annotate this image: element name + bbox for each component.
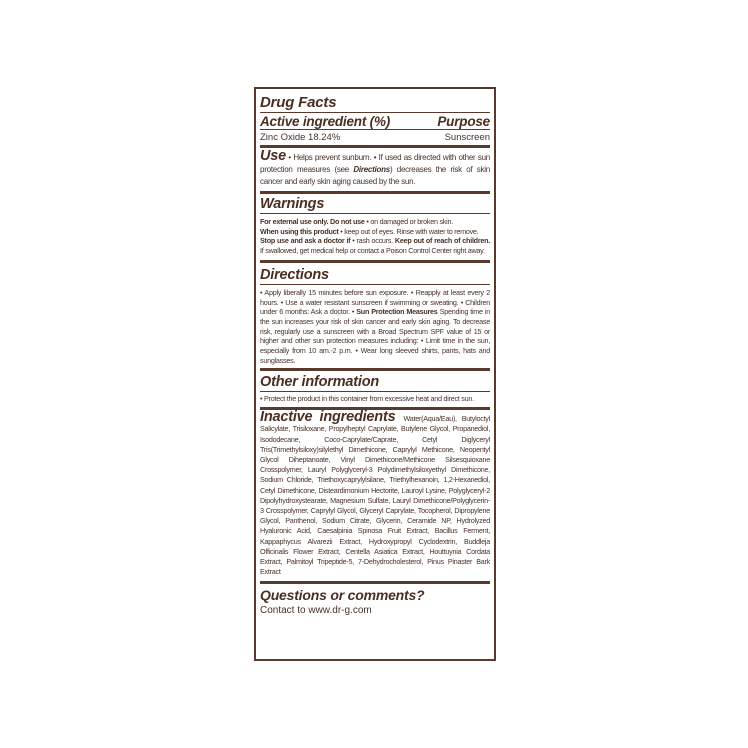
other-information-section bbox=[260, 371, 490, 410]
purpose-value: Sunscreen bbox=[444, 132, 490, 143]
use-section bbox=[260, 148, 490, 194]
directions-part1: • Apply liberally 15 minutes before sun exposure. • Reapply at least every 2 hours. • Use a water resistant sunscreen if swimming or sweating. • Children under 6 months: Ask a doctor. • bbox=[260, 287, 490, 317]
warnings-text bbox=[260, 217, 490, 256]
warnings-when-bold: When using this product bbox=[260, 226, 339, 236]
use-directions-ref: Directions bbox=[353, 165, 390, 174]
use-part2: ) decreases the risk of skin cancer and early skin aging caused by the sun. bbox=[260, 165, 490, 186]
active-ingredient: Zinc Oxide 18.24% bbox=[260, 132, 341, 143]
warnings-external-bold: For external use only. Do not use bbox=[260, 217, 365, 226]
other-information-text: • Protect the product in this container from excessive heat and direct sun. bbox=[260, 394, 474, 404]
directions-spm-bold: Sun Protection Measures bbox=[356, 307, 438, 317]
active-ingredient-header: Active ingredient (%) bbox=[260, 114, 391, 129]
warnings-heading: Warnings bbox=[260, 196, 490, 214]
questions-section bbox=[260, 584, 490, 616]
questions-heading: Questions or comments? bbox=[260, 587, 425, 604]
drug-facts-section bbox=[260, 89, 490, 148]
warnings-reach-bold: Keep out of reach of children. bbox=[394, 236, 491, 246]
use-text bbox=[260, 150, 490, 188]
use-part1: • Helps prevent sunburn. • If used as directed with other sun protection measures (see bbox=[260, 153, 490, 174]
directions-text bbox=[260, 288, 490, 366]
inactive-ingredients-list: Water(Aqua/Eau), Butyloctyl Salicylate, Trisiloxane, Propylheptyl Caprylate, Butylene Glycol, Propanediol, Isododecane, Coco-Caprylate/Caprate, Cetyl Diglyceryl Tris(Trimethylsiloxy)silylethyl Dimethicone, Caprylyl Methicone, Neopentyl Glycol Diheptanoate, Vinyl Dimethicone/Methicone Silsesquioxane Crosspolymer, Lauryl Polyglyceryl-3 Polydimethylsiloxyethyl Dimethicone, Sodium Chloride, Triethoxycaprylylsilane, Triethylhexanoin, 1,2-Hexanediol, Cetyl Dimethicone, Disteardimonium Hectorite, Lauroyl Lysine, Polyglyceryl-2 Dipolyhydroxystearate, Magnesium Sulfate, Lauryl Dimethicone/Polyglycerin-3 Crosspolymer, Caprylyl Glycol, Glyceryl Caprylate, Tocopherol, Dipropylene Glycol, Panthenol, Sodium Citrate, Glycerin, Ceramide NP, Hydrolyzed Hyaluronic Acid, Caesalpinia Spinosa Fruit Extract, Bacillus Ferment, Kappaphycus Alvarezii Extract, Hydroxypropyl Cyclodextrin, Buddleja Officinalis Flower Extract, Centella Asiatica Extract, Houttuynia Cordata Extract, Palmitoyl Tripeptide-5, 7-Dehydrocholesterol, Pinus Pinaster Bark Extract bbox=[260, 414, 490, 577]
drug-facts-title: Drug Facts bbox=[260, 94, 490, 113]
directions-section bbox=[260, 263, 490, 372]
use-heading: Use bbox=[260, 148, 286, 164]
directions-heading: Directions bbox=[260, 267, 490, 285]
inactive-ingredients-section bbox=[260, 410, 490, 584]
purpose-header: Purpose bbox=[437, 114, 490, 129]
warnings-external-text: • on damaged or broken skin. bbox=[364, 217, 454, 226]
warnings-stop-text: • rash occurs. bbox=[350, 236, 395, 246]
active-ingredient-row bbox=[260, 130, 490, 145]
directions-part2: Spending time in the sun increases your risk of skin cancer and early skin aging. To decrease risk, regularly use a sunscreen with a Broad Spectrum SPF value of 15 or higher and other sun protection measures including: • Limit time in the sun, especially from 10 am.-2 p.m. • Wear long sleeved shirts, pants, hats and sunglasses. bbox=[260, 307, 490, 365]
warnings-stop-bold: Stop use and ask a doctor if bbox=[260, 236, 351, 246]
warnings-when-text: • keep out of eyes. Rinse with water to remove. bbox=[338, 226, 479, 236]
warnings-reach-text: If swallowed, get medical help or contact a Poison Control Center right away. bbox=[260, 246, 485, 256]
active-ingredient-header-row bbox=[260, 113, 490, 130]
warnings-section bbox=[260, 194, 490, 263]
other-information-heading: Other information bbox=[260, 374, 490, 392]
inactive-ingredients-heading: Inactive ingredients bbox=[260, 409, 396, 426]
questions-contact: Contact to www.dr-g.com bbox=[260, 605, 372, 617]
inactive-ingredients-text bbox=[260, 409, 490, 577]
drug-facts-panel bbox=[254, 87, 496, 661]
